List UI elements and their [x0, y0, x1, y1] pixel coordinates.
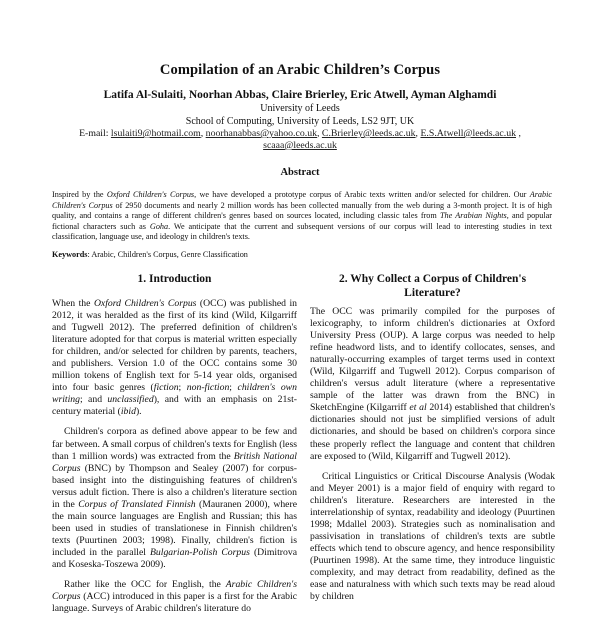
text-fragment: (ACC) introduced in this paper is a first for the Arabic language. Surveys of Arabic children's literature do — [52, 591, 297, 615]
text-fragment: Inspired by the — [52, 190, 107, 199]
section-heading-why-collect: 2. Why Collect a Corpus of Children's Literature? — [338, 273, 527, 299]
keywords-text: : Arabic, Children's Corpus, Genre Classification — [87, 250, 248, 259]
italic-text-fragment: The Arabian Nights — [439, 211, 507, 221]
affiliation-school: School of Computing, University of Leeds, LS2 9JT, UK — [185, 116, 415, 127]
text-fragment: (Mauranen 2000), where the main source languages are English and Russian; this has been used in studies of translationese in Finnish children's texts (Puurtinen 2003; 1998). Finally, children's fiction is included in the parallel — [52, 498, 298, 558]
affiliation-university: University of Leeds — [260, 103, 340, 114]
why-paragraph-1 — [310, 306, 555, 463]
email-prefix: E-mail: — [79, 128, 111, 139]
italic-text-fragment: unclassified — [107, 394, 154, 406]
text-fragment: (BNC) by Thompson and Sealey (2007) for corpus-based insight into the distinguishing features of children's versus adult fiction. There is also a children's literature section in the — [52, 462, 297, 510]
italic-text-fragment: fiction — [153, 382, 179, 394]
left-column — [52, 272, 297, 623]
italic-text-fragment: Corpus of Translated Finnish — [78, 498, 196, 510]
text-fragment: (OCC) was published in 2012, it was heralded as the first of its kind (Wild, Kilgarriff and Tugwell 2012). The preferred definition of children's literature adopted for that corpus is material written especially for children, and/or selected for children by parents, teachers, and publishers. Version 1.0 of the OCC contains some 30 million tokens of English text for 5-14 year olds, organised into four basic genres ( — [52, 298, 298, 394]
email-link[interactable]: scaaa@leeds.ac.uk — [263, 140, 337, 151]
intro-paragraph-3 — [52, 579, 297, 615]
italic-text-fragment: ibid — [120, 406, 136, 418]
italic-text-fragment: Arabic Children's Corpus — [52, 579, 297, 603]
abstract-heading: Abstract — [280, 167, 320, 178]
text-fragment: (Dimitrova and Koseska-Toszewa 2009). — [52, 546, 297, 570]
right-column — [310, 272, 555, 611]
text-fragment: Children's corpora as defined above appear to be few and far between. A small corpus of children's texts for English (less than 1 million words) was extracted from the — [52, 426, 297, 462]
text-fragment: ; — [178, 382, 187, 394]
intro-paragraph-2 — [52, 426, 297, 571]
italic-text-fragment: Bulgarian-Polish Corpus — [150, 546, 250, 558]
italic-text-fragment: Goha — [149, 221, 169, 231]
author-list: Latifa Al-Sulaiti, Noorhan Abbas, Claire Brierley, Eric Atwell, Ayman Alghamdi — [103, 89, 497, 101]
italic-text-fragment: Oxford Children's Corpus — [93, 298, 197, 309]
italic-text-fragment: Oxford Children's Corpus — [106, 190, 195, 199]
text-fragment: ; and — [80, 394, 108, 406]
email-link[interactable]: lsulaiti9@hotmail.com — [110, 128, 201, 139]
italic-text-fragment: Arabic Children's Corpus — [52, 190, 552, 210]
paper-title: Compilation of an Arabic Children’s Corpus — [159, 62, 441, 78]
text-fragment: ; — [229, 382, 238, 394]
text-fragment: . We anticipate that the current and subsequent versions of our corpus will lead to interesting studies in text classification, language use, and ideology in children's texts. — [52, 221, 552, 242]
text-fragment: ), and with an emphasis on 21st-century material ( — [52, 394, 297, 418]
text-fragment: of 2950 documents and nearly 2 million words has been collected manually from the web during a 3-month project. It is of high quality, and contains a range of different children's genres based on sources located, including classic tales from — [52, 200, 552, 221]
email-link[interactable]: E.S.Atwell@leeds.ac.uk — [420, 128, 516, 139]
text-fragment: ). — [135, 406, 142, 418]
text-fragment: , we have developed a prototype corpus of Arabic texts written and/or selected for children. Our — [194, 190, 530, 199]
italic-text-fragment: et al — [409, 402, 427, 414]
intro-paragraph-1 — [52, 298, 297, 418]
email-link[interactable]: noorhanabbas@yahoo.co.uk — [205, 128, 317, 139]
italic-text-fragment: children's own writing — [52, 382, 297, 406]
text-fragment: When the — [52, 298, 94, 309]
italic-text-fragment: British National Corpus — [52, 450, 297, 474]
keywords-label: Keywords — [52, 250, 88, 259]
why-paragraph-2 — [310, 471, 555, 604]
text-fragment: 2014) established that children's dictionaries should not just be simplified versions of adult dictionaries, and should be based on children's corpora since these properly reflect the language and content that children are exposed to (Wild, Kilgarriff and Tugwell 2012). — [310, 402, 555, 462]
italic-text-fragment: non-fiction — [186, 382, 230, 394]
section-heading-introduction: 1. Introduction — [137, 273, 212, 285]
abstract-body — [52, 190, 552, 243]
text-fragment: , and popular fictional characters such as — [52, 211, 552, 231]
email-link[interactable]: C.Brierley@leeds.ac.uk — [321, 128, 416, 139]
text-fragment: Rather like the OCC for English, the — [64, 579, 226, 591]
text-fragment: Critical Linguistics or Critical Discourse Analysis (Wodak and Meyer 2001) is a major field of enquiry with regard to children's literature. Researchers are interested in the interrelationship of syntax, readability and ideology (Puurtinen 1998; Mdallel 2003). Strategies such as nominalisation and passivisation in translations of children's texts are subtle effects which tend to obscure agency, and hence responsibility (Puurtinen 1998). At the same time, they introduce linguistic complexity, and may detract from readability, defined as the ease and naturalness with which such texts may be read aloud by children — [310, 470, 555, 603]
keywords-line — [52, 250, 552, 259]
text-fragment: The OCC was primarily compiled for the purposes of lexicography, to inform children's dictionaries at Oxford University Press (OUP). A large corpus was needed to help refine headword lists, and to identify collocates, senses, and naturally-occurring examples of target terms used in context (Wild, Kilgarriff and Tugwell 2012). Corpus comparison of children's versus adult literature (where a representative sample of the latter was drawn from the BNC) in SketchEngine (Kilgarriff — [310, 306, 555, 414]
email-line: E-mail: lsulaiti9@hotmail.com, noorhanabbas@yahoo.co.uk, C.Brierley@leeds.ac.uk, E.S.Atwell@leeds.ac.uk , scaaa@leeds.ac.uk — [79, 128, 521, 151]
